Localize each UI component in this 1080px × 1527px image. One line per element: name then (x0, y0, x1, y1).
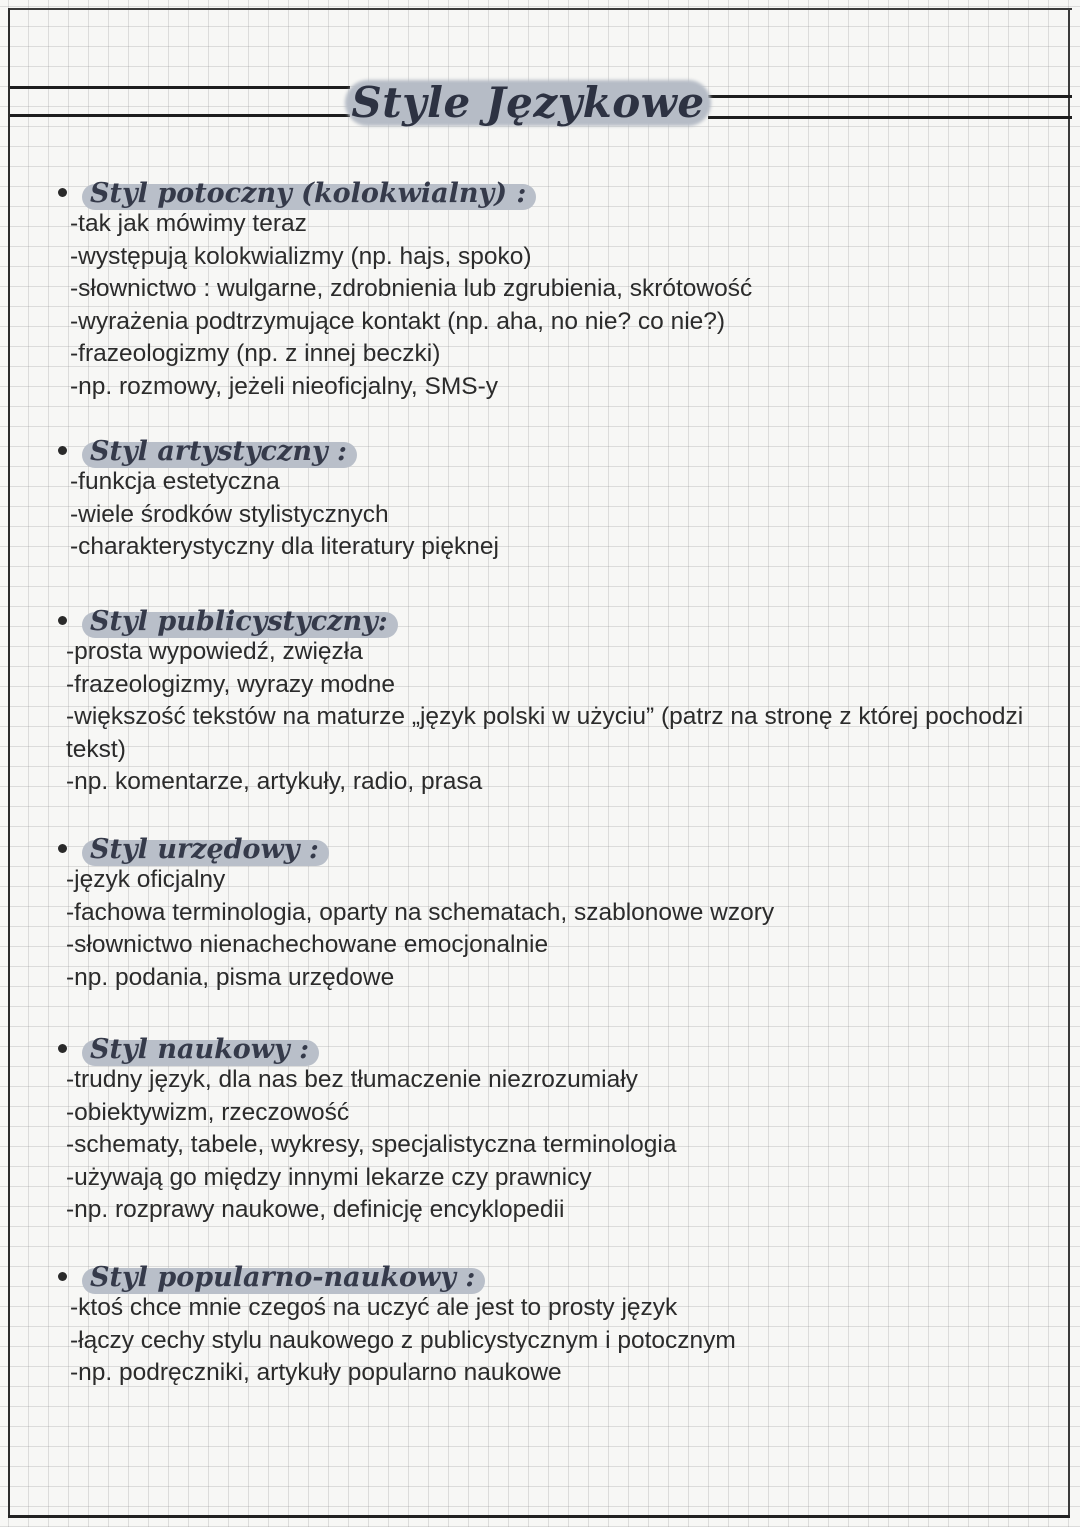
list-item: -np. komentarze, artykuły, radio, prasa (66, 768, 483, 795)
section-heading (86, 1034, 309, 1066)
bullet-icon (58, 1272, 67, 1281)
section-heading (86, 606, 388, 638)
title-rule-left-1 (10, 86, 350, 89)
list-item: -łączy cechy stylu naukowego z publicystycznym i potocznym (70, 1326, 736, 1354)
bullet-icon (58, 844, 67, 853)
list-item: -np. rozprawy naukowe, definicję encyklopedii (66, 1196, 565, 1223)
list-item: -frazeologizmy (np. z innej beczki) (70, 340, 441, 367)
list-item: -słownictwo nienachechowane emocjonalnie (66, 931, 549, 958)
list-item: -obiektywizm, rzeczowość (66, 1098, 350, 1126)
list-item: -charakterystyczny dla literatury pięknej (70, 533, 499, 560)
list-item: -np. rozmowy, jeżeli nieoficjalny, SMS-y (70, 372, 498, 400)
bullet-icon (58, 616, 67, 625)
list-item: -np. podania, pisma urzędowe (66, 963, 395, 991)
section-lines (70, 1292, 1050, 1390)
section-heading (86, 178, 526, 210)
section-lines (66, 864, 1046, 994)
list-item: -występują kolokwializmy (np. hajs, spoko) (70, 242, 532, 270)
section-lines (70, 208, 1050, 403)
section-heading (86, 834, 319, 866)
page-border-bottom (8, 1515, 1070, 1518)
section-lines (70, 466, 1050, 564)
section-heading-text: Styl artystyczny : (90, 436, 348, 467)
bullet-icon (58, 1044, 67, 1053)
title-rule-right-1 (708, 95, 1072, 98)
list-item: -fachowa terminologia, oparty na schematach, szablonowe wzory (66, 898, 775, 926)
section-heading-text: Styl naukowy : (90, 1034, 310, 1065)
list-item: -np. podręczniki, artykuły popularno naukowe (70, 1359, 562, 1386)
list-item: -prosta wypowiedź, zwięzła (66, 638, 363, 665)
section-heading (86, 1262, 475, 1294)
list-item: -ktoś chce mnie czegoś na uczyć ale jest to prosty język (70, 1294, 678, 1321)
list-item: -schematy, tabele, wykresy, specjalistyczna terminologia (66, 1131, 677, 1158)
page-border-left (8, 8, 10, 1518)
bullet-icon (58, 188, 67, 197)
list-item: -funkcja estetyczna (70, 468, 280, 495)
list-item: -trudny język, dla nas bez tłumaczenie niezrozumiały (66, 1066, 638, 1093)
page-title-text: Style Językowe (351, 77, 705, 127)
page-border-top (8, 8, 1072, 10)
section-lines (66, 1064, 1046, 1227)
title-rule-left-2 (10, 114, 350, 117)
page-title (345, 74, 711, 130)
section-heading-text: Styl urzędowy : (90, 834, 319, 865)
list-item: -używają go między innymi lekarze czy prawnicy (66, 1163, 592, 1191)
section-heading-text: Styl popularno-naukowy : (90, 1262, 476, 1293)
bullet-icon (58, 446, 67, 455)
list-item: -wyrażenia podtrzymujące kontakt (np. aha, no nie? co nie?) (70, 307, 726, 335)
list-item: -większość tekstów na maturze „język polski w użyciu” (patrz na stronę z której pochodzi tekst) (66, 703, 1024, 763)
section-lines (66, 636, 1046, 799)
list-item: -język oficjalny (66, 866, 226, 893)
page-border-right (1068, 8, 1070, 1518)
list-item: -tak jak mówimy teraz (70, 210, 307, 237)
list-item: -wiele środków stylistycznych (70, 500, 389, 528)
section-heading (86, 436, 347, 468)
list-item: -słownictwo : wulgarne, zdrobnienia lub zgrubienia, skrótowość (70, 275, 753, 302)
section-heading-text: Styl potoczny (kolokwialny) : (90, 178, 527, 209)
title-rule-right-2 (708, 116, 1072, 119)
list-item: -frazeologizmy, wyrazy modne (66, 670, 396, 698)
section-heading-text: Styl publicystyczny: (90, 606, 388, 637)
